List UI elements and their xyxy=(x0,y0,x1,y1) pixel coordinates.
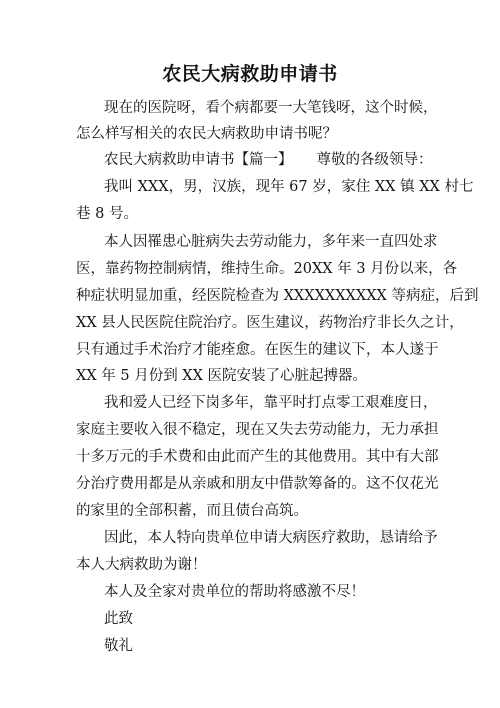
thanks-line: 本人及全家对贵单位的帮助将感激不尽！ xyxy=(104,584,365,600)
paragraph-3-line-4: 分治疗费用都是从亲戚和朋友中借款筹备的。这不仅花光 xyxy=(76,476,439,492)
document-title: 农民大病救助申请书 xyxy=(162,63,338,85)
salutation: 尊敬的各级领导： xyxy=(316,152,433,168)
paragraph-2-line-6: XX 年 5 月份到 XX 医院安装了心脏起搏器。 xyxy=(76,368,368,384)
section-heading-line xyxy=(104,150,433,170)
paragraph-4-line-1: 因此，本人特向贵单位申请大病医疗救助，恳请给予 xyxy=(104,530,438,546)
regards-line: 敬礼 xyxy=(104,638,133,654)
paragraph-2-line-5: 只有通过手术治疗才能痊愈。在医生的建议下，本人遂于 xyxy=(76,342,439,358)
section-heading: 农民大病救助申请书【篇一】 xyxy=(104,152,293,168)
paragraph-3-line-2: 家庭主要收入很不稳定，现在又失去劳动能力，无力承担 xyxy=(76,422,439,438)
paragraph-3-line-3: 十多万元的手术费和由此而产生的其他费用。其中有大部 xyxy=(76,449,439,465)
paragraph-2-line-2: 医，靠药物控制病情，维持生命。20XX 年 3 月份以来，各 xyxy=(76,261,458,277)
intro-line-2: 怎么样写相关的农民大病救助申请书呢？ xyxy=(76,126,337,142)
paragraph-2-line-1: 本人因罹患心脏病失去劳动能力，多年来一直四处求 xyxy=(104,234,438,250)
intro-line-1: 现在的医院呀，看个病都要一大笔钱呀，这个时候， xyxy=(104,100,438,116)
paragraph-3-line-1: 我和爱人已经下岗多年，靠平时打点零工艰难度日， xyxy=(104,395,438,411)
paragraph-2-line-4: XX 县人民医院住院治疗。医生建议，药物治疗非长久之计， xyxy=(76,315,464,331)
paragraph-1-line-2: 巷 8 号。 xyxy=(76,206,138,222)
paragraph-1-line-1: 我叫 XXX，男，汉族，现年 67 岁，家住 XX 镇 XX 村七 xyxy=(104,179,474,195)
closing-line: 此致 xyxy=(104,611,133,627)
paragraph-3-line-5: 的家里的全部积蓄，而且债台高筑。 xyxy=(76,503,308,519)
paragraph-2-line-3: 种症状明显加重，经医院检查为 XXXXXXXXXX 等病症，后到 xyxy=(76,288,479,304)
paragraph-4-line-2: 本人大病救助为谢！ xyxy=(76,557,207,573)
